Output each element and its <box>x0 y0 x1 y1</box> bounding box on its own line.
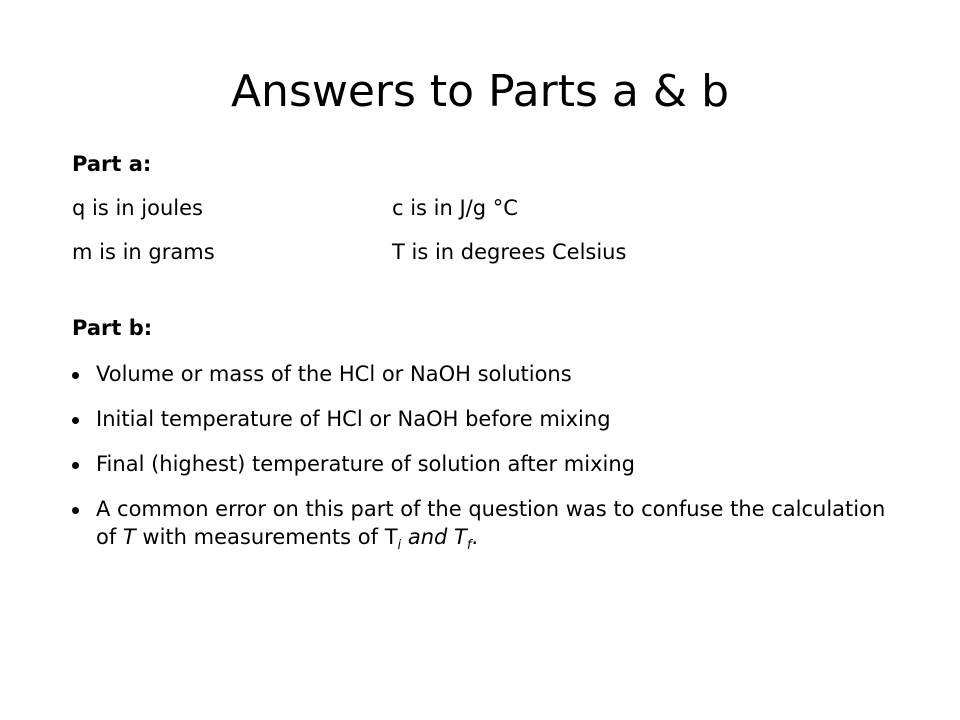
bullet-dot-icon <box>72 417 79 424</box>
part-a-row-1-right: c is in J/g °C <box>392 196 518 220</box>
list-item: Final (highest) temperature of solution after mixing <box>72 450 912 478</box>
part-b-list <box>72 360 912 554</box>
list-item: Volume or mass of the HCl or NaOH solutions <box>72 360 912 388</box>
part-a-heading: Part a: <box>72 152 152 176</box>
part-a-row-2 <box>72 238 912 266</box>
bullet-dot-icon <box>72 462 79 469</box>
list-item: Initial temperature of HCl or NaOH before mixing <box>72 405 912 433</box>
slide-body <box>72 150 912 568</box>
list-item: A common error on this part of the question was to confuse the calculation of T with measurements of $T_i$ and $T_f$. <box>72 495 886 551</box>
part-a-row-2-left: m is in grams <box>72 240 215 264</box>
part-b-heading: Part b: <box>72 316 153 340</box>
part-a-row-1-left: q is in joules <box>72 196 203 220</box>
bullet-dot-icon <box>72 507 79 514</box>
part-a-row-2-right: T is in degrees Celsius <box>392 240 627 264</box>
slide-title: Answers to Parts a & b <box>230 66 730 117</box>
part-a-row-1 <box>72 194 912 222</box>
bullet-dot-icon <box>72 372 79 379</box>
